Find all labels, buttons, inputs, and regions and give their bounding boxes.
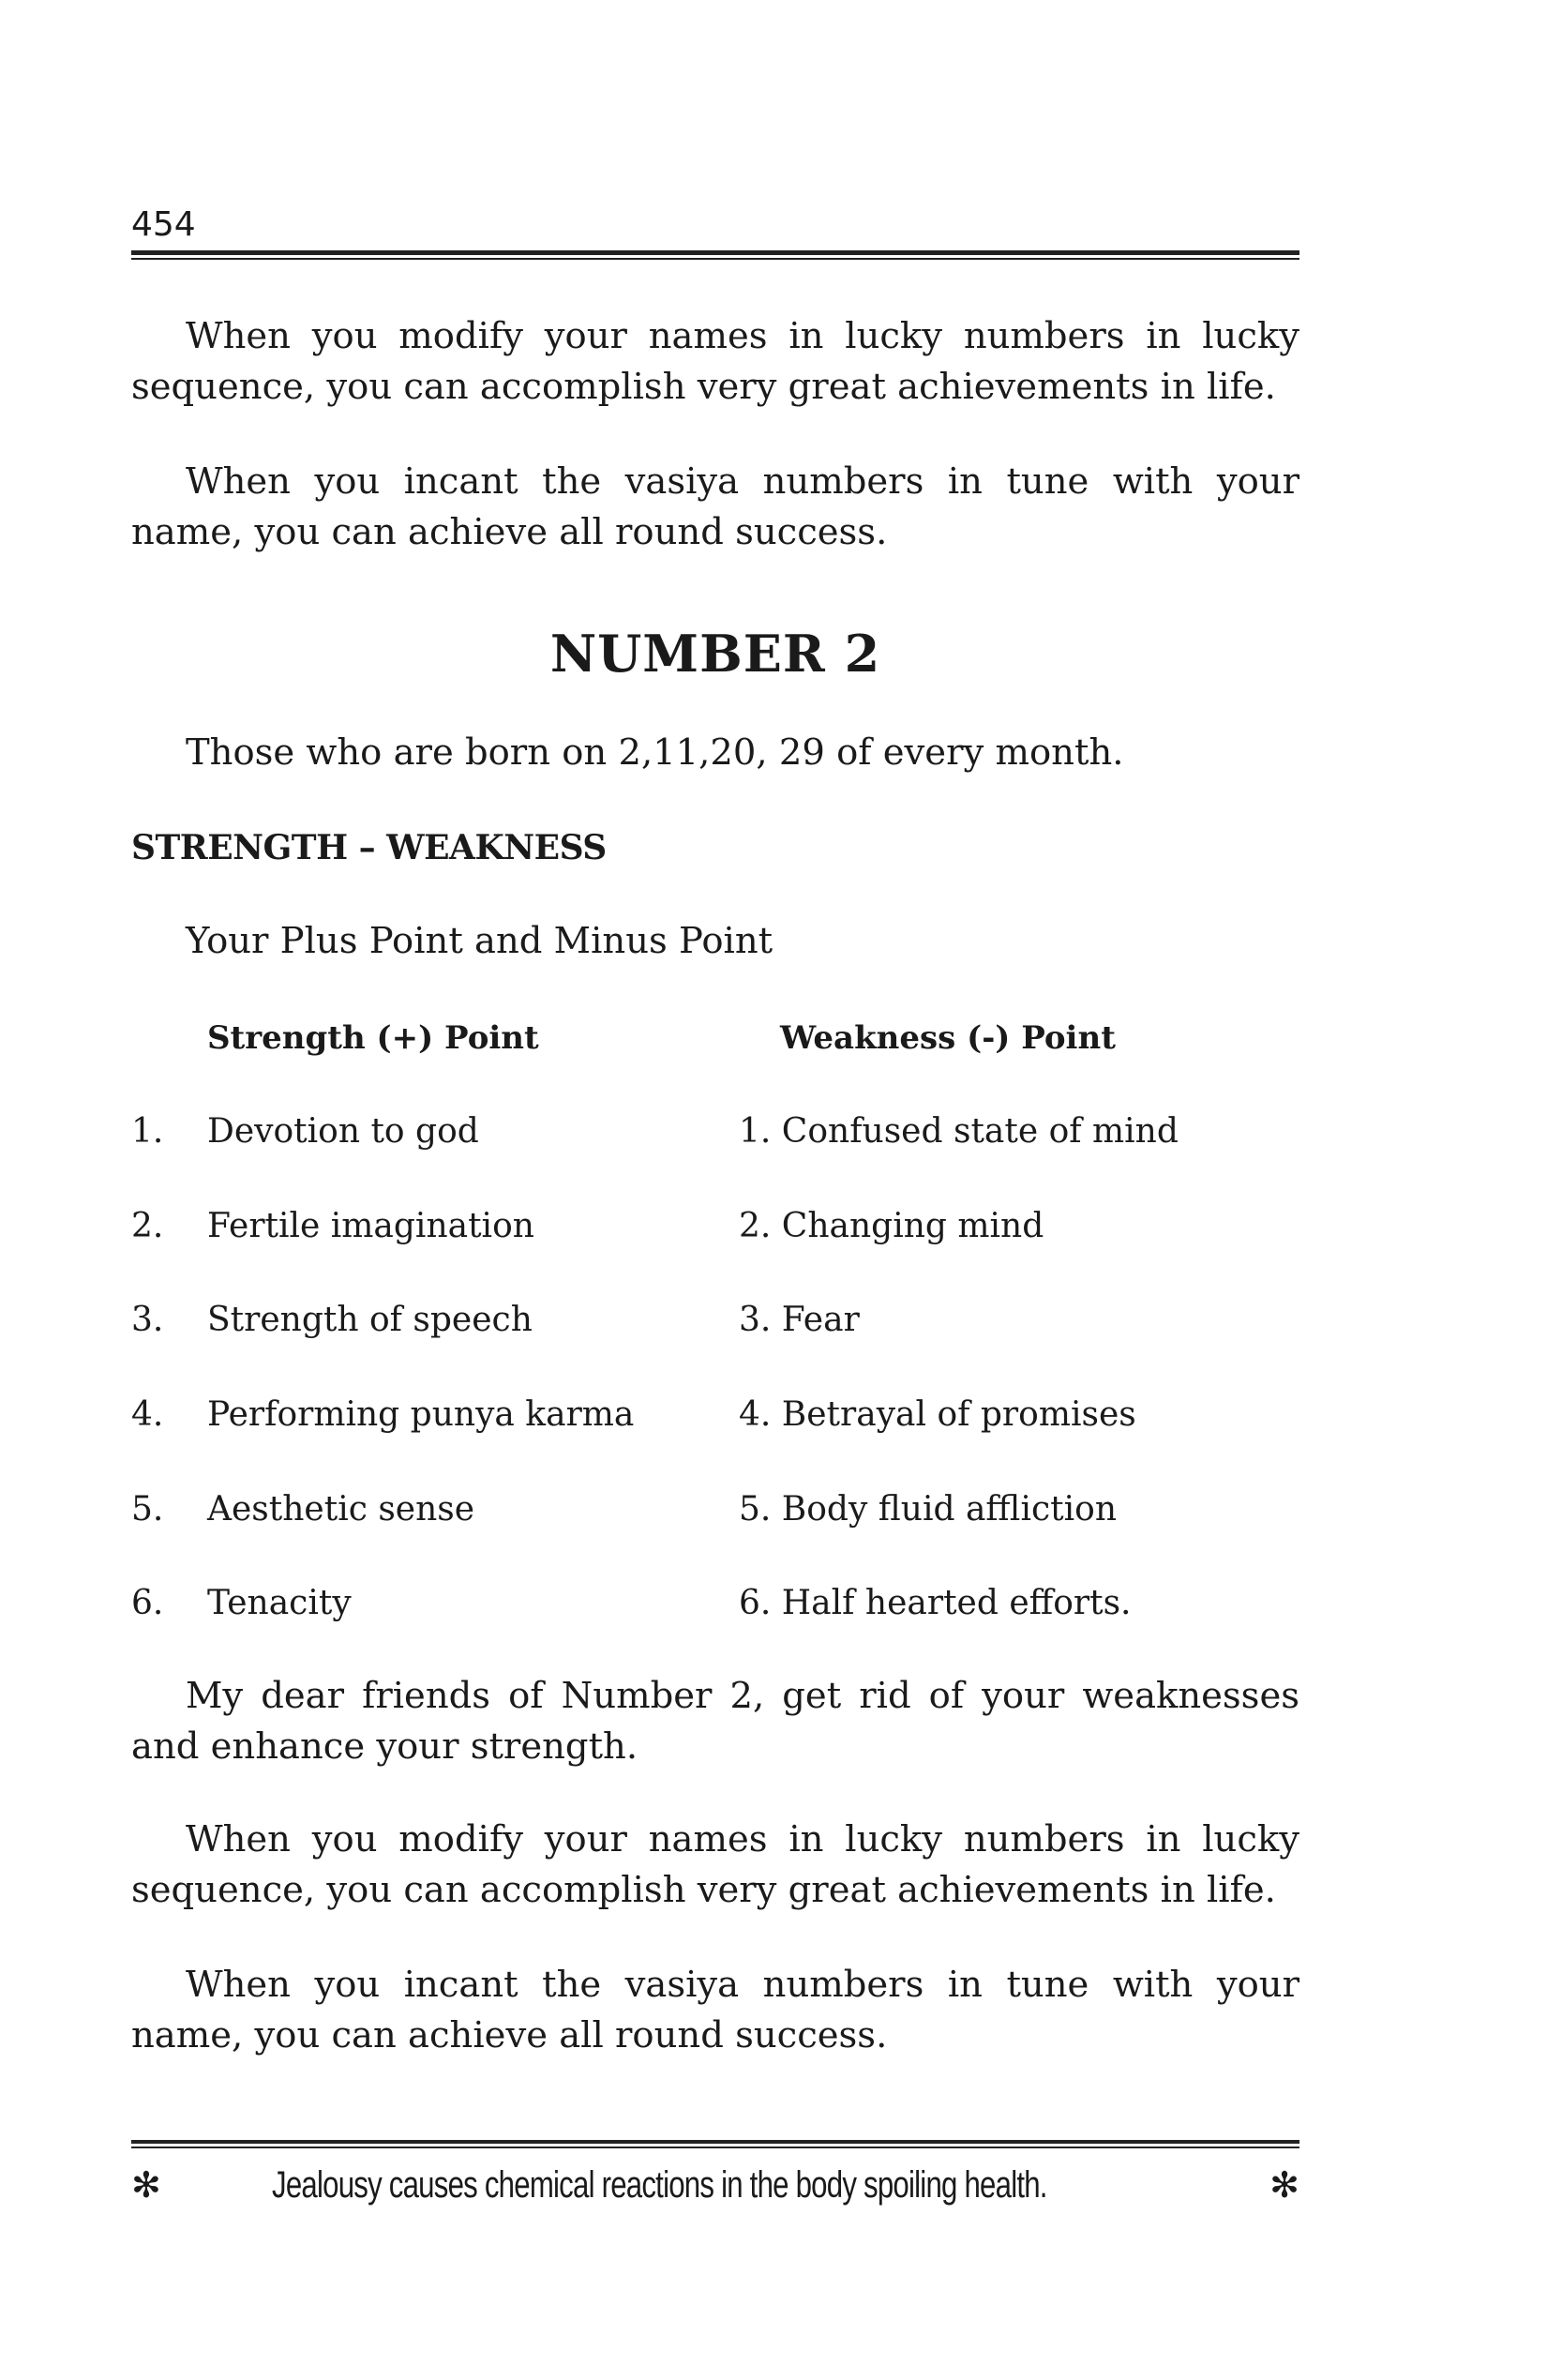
row-number: 4. <box>131 1395 164 1434</box>
intro-paragraph-1: When you modify your names in lucky numbers in lucky sequence, you can accomplish very great achievements in life. <box>131 315 1299 408</box>
strength-column-header: Strength (+) Point <box>207 1019 539 1057</box>
row-number: 6. <box>131 1584 164 1622</box>
table-row <box>131 1487 1299 1532</box>
table-row <box>131 1204 1299 1249</box>
section-title: NUMBER 2 <box>549 624 881 684</box>
weakness-item: 1. Confused state of mind <box>739 1112 1179 1151</box>
row-number: 1. <box>131 1112 164 1151</box>
strength-item: Aesthetic sense <box>207 1490 475 1529</box>
footer <box>131 2157 1299 2213</box>
strength-item: Devotion to god <box>207 1112 479 1151</box>
weakness-item: 2. Changing mind <box>739 1207 1044 1245</box>
strength-item: Tenacity <box>207 1584 352 1622</box>
weakness-item: 3. Fear <box>739 1301 860 1339</box>
strength-item: Fertile imagination <box>207 1207 534 1245</box>
strength-item: Performing punya karma <box>207 1395 635 1434</box>
strength-item: Strength of speech <box>207 1301 533 1339</box>
weakness-item: 5. Body fluid affliction <box>739 1490 1118 1529</box>
row-number: 2. <box>131 1207 164 1245</box>
weakness-item: 6. Half hearted efforts. <box>739 1584 1132 1622</box>
row-number: 5. <box>131 1490 164 1529</box>
table-row <box>131 1298 1299 1343</box>
closing-paragraph-2: When you modify your names in lucky numbers in lucky sequence, you can accomplish very great achievements in life. <box>131 1818 1299 1911</box>
row-number: 3. <box>131 1301 164 1339</box>
weakness-item: 4. Betrayal of promises <box>739 1395 1136 1434</box>
footer-quote: Jealousy causes chemical reactions in the body spoiling health. <box>272 2164 1047 2206</box>
closing-paragraph-3: When you incant the vasiya numbers in tune with your name, you can achieve all round success. <box>131 1964 1299 2056</box>
left-ornament-icon: ✻ <box>131 2164 161 2206</box>
weakness-column-header: Weakness (-) Point <box>780 1019 1116 1057</box>
table-row <box>131 1109 1299 1154</box>
plus-minus-intro: Your Plus Point and Minus Point <box>186 920 774 962</box>
right-ornament-icon: ✻ <box>1269 2164 1299 2206</box>
header-rule <box>131 250 1299 260</box>
page-number: 454 <box>131 205 196 244</box>
table-row <box>131 1581 1299 1626</box>
strength-weakness-heading: STRENGTH – WEAKNESS <box>131 828 607 867</box>
footer-rule <box>131 2140 1299 2148</box>
born-on-line: Those who are born on 2,11,20, 29 of every month. <box>186 731 1124 774</box>
closing-paragraph-1: My dear friends of Number 2, get rid of your weaknesses and enhance your strength. <box>131 1675 1299 1768</box>
intro-paragraph-2: When you incant the vasiya numbers in tune with your name, you can achieve all round success. <box>131 460 1299 553</box>
table-row <box>131 1393 1299 1438</box>
